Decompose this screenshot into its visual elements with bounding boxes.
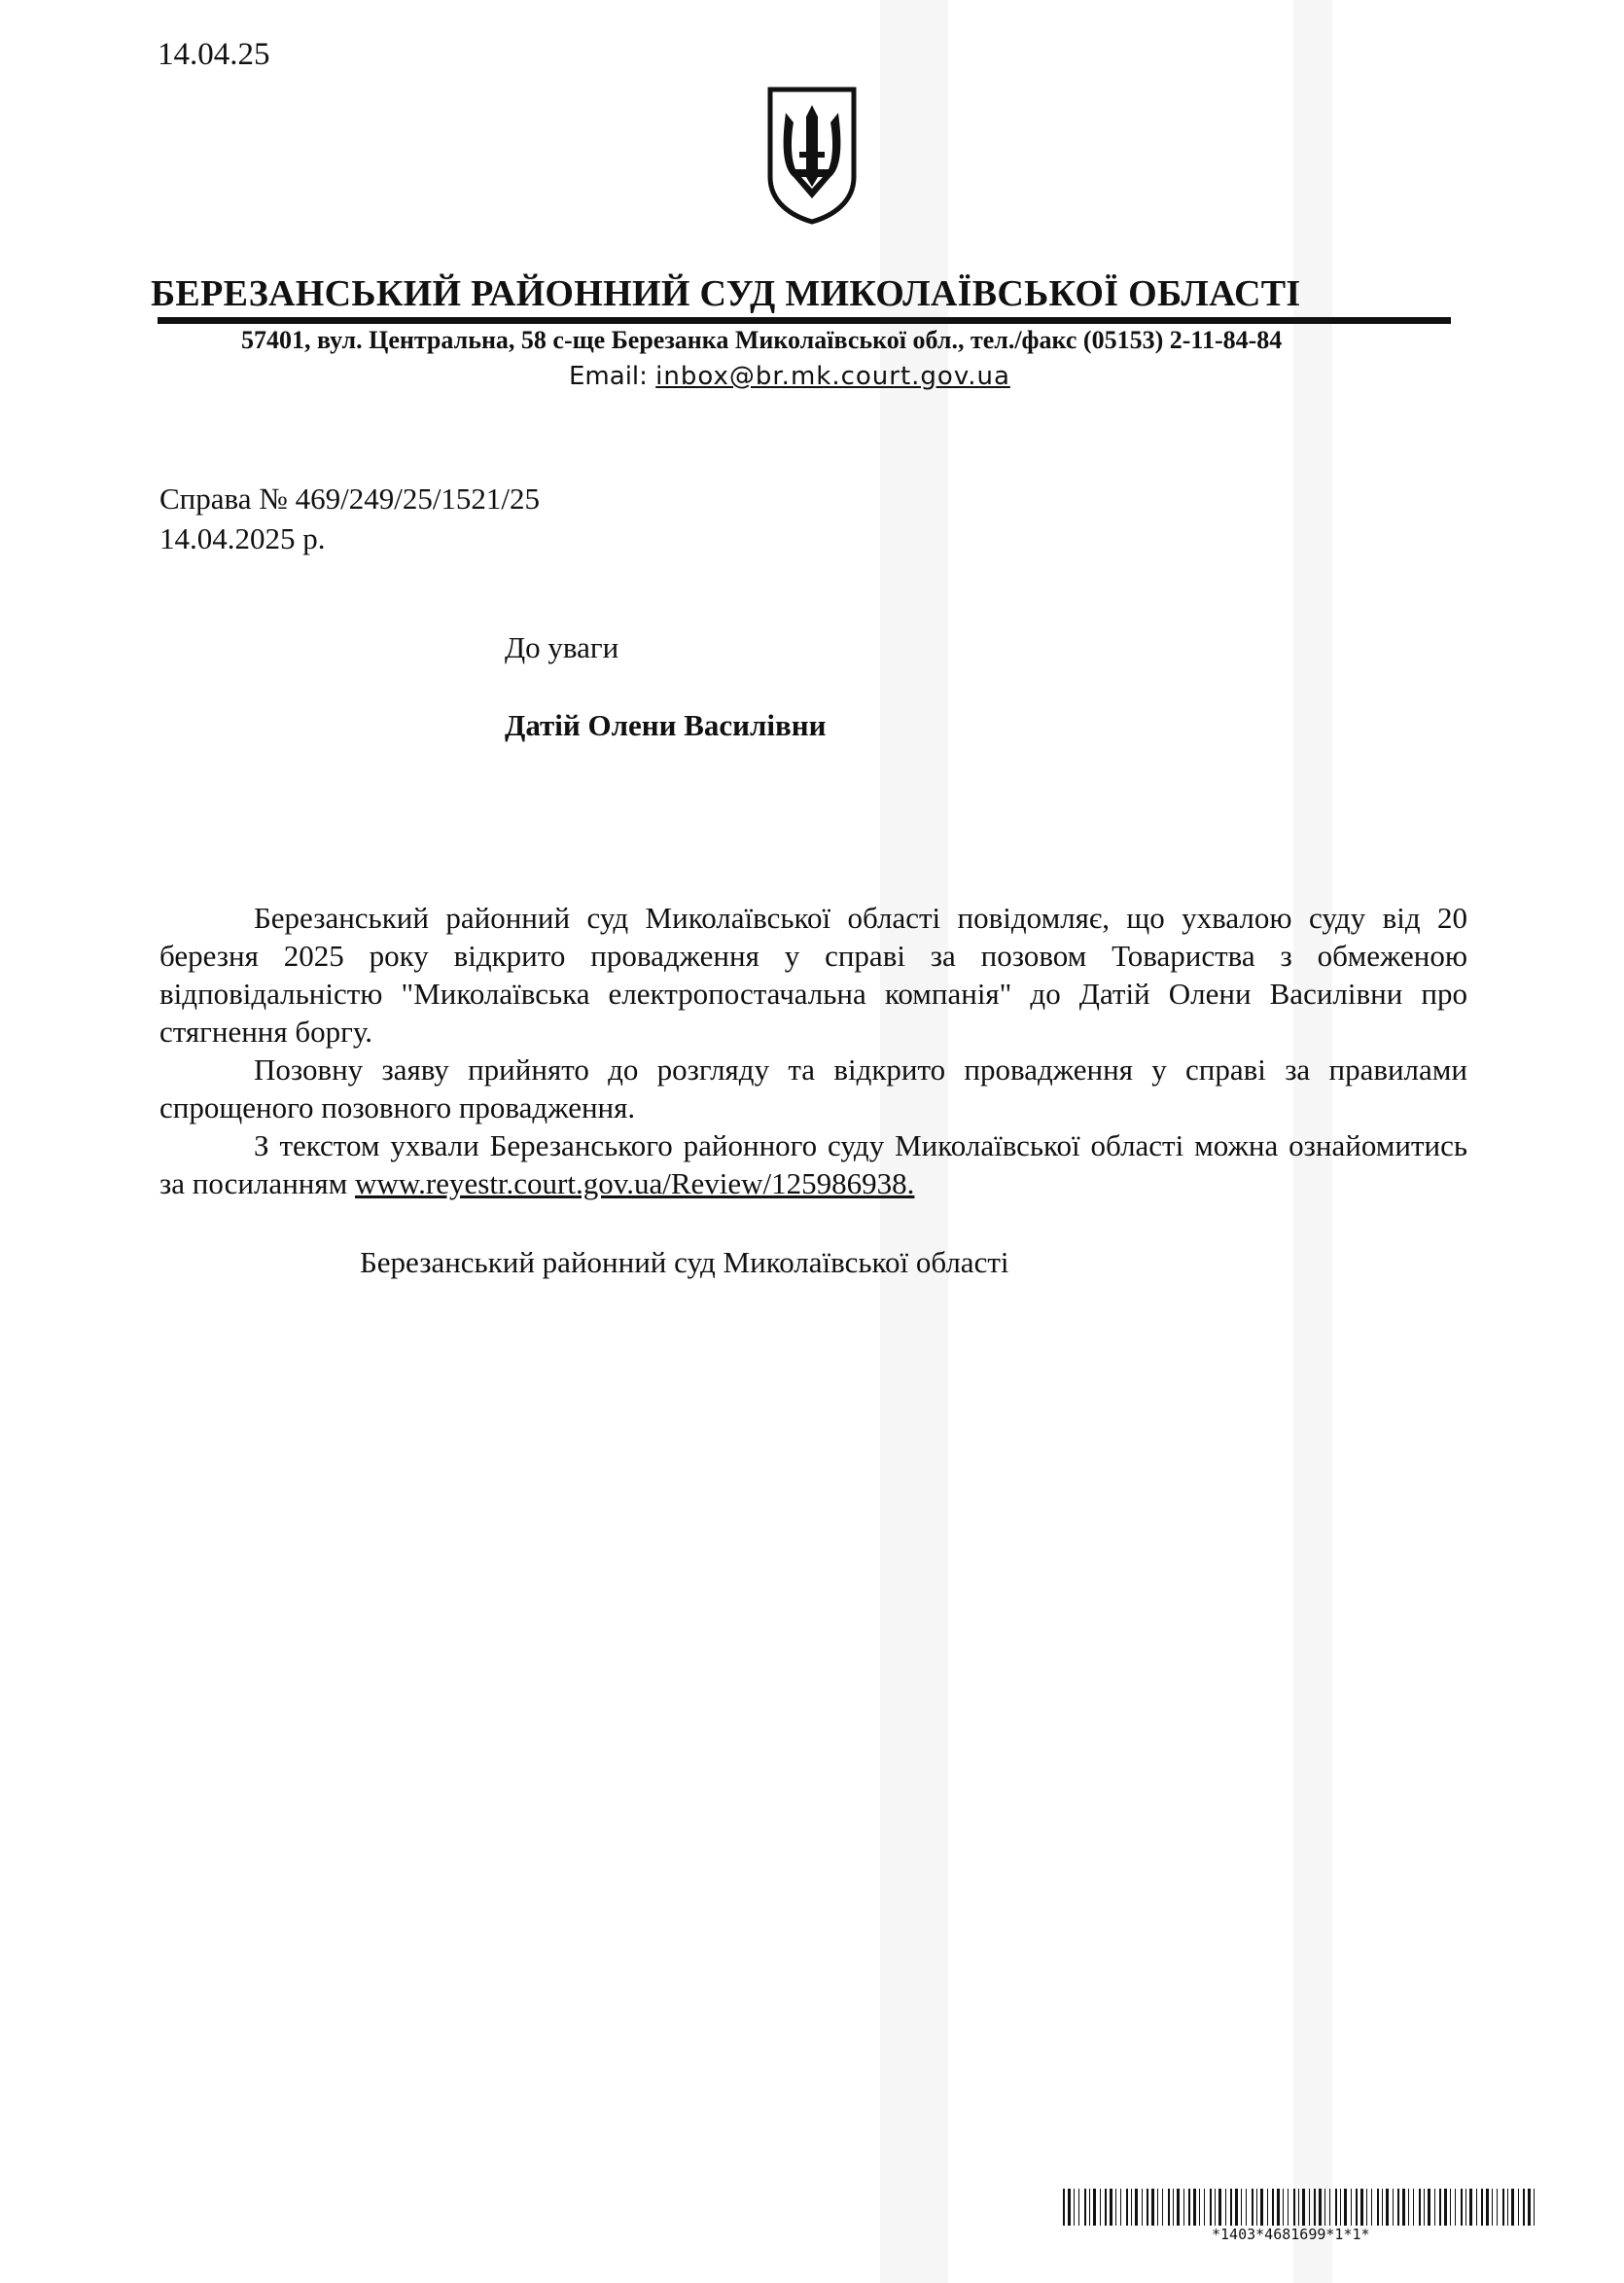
email-link[interactable]: inbox@br.mk.court.gov.ua [655, 362, 1010, 391]
case-date: 14.04.2025 р. [159, 521, 326, 555]
barcode [1063, 2189, 1539, 2226]
registry-link[interactable]: www.reyestr.court.gov.ua/Review/125986938. [355, 1166, 915, 1200]
body-paragraph [159, 1126, 1467, 1202]
body-text: З текстом ухвали Березанського районного суду Миколаївської області можна ознайомитись за посиланням [159, 1128, 1467, 1200]
letter-body [159, 899, 1467, 1202]
signature: Березанський районний суд Миколаївської області [360, 1245, 1009, 1279]
email-line [569, 362, 1010, 391]
case-number: Справа № 469/249/25/1521/25 [159, 482, 541, 516]
court-address: 57401, вул. Центральна, 58 с-ще Березанка Миколаївської обл., тел./факс (05153) 2-11-84-84 [241, 326, 1283, 354]
body-paragraph: Позовну заяву прийнято до розгляду та відкрито провадження у справі за правилами спрощеного позовного провадження. [159, 1052, 1467, 1124]
body-paragraph: Березанський районний суд Миколаївської області повідомляє, що ухвалою суду від 20 березня 2025 року відкрито провадження у справі за позовом Товариства з обмеженою відповідальністю "Миколаївська електропостачальна компанія" до Датій Олени Василівни про стягнення боргу. [159, 901, 1467, 1049]
recipient-name: Датій Олени Василівни [505, 708, 827, 742]
barcode-text: *1403*4681699*1*1* [1212, 2226, 1370, 2243]
court-title: БЕРЕЗАНСЬКИЙ РАЙОННИЙ СУД МИКОЛАЇВСЬКОЇ ОБЛАСТІ [151, 273, 1301, 314]
trident-coat-of-arms-icon [764, 84, 860, 226]
header-rule [158, 317, 1451, 324]
date-stamp: 14.04.25 [158, 37, 270, 72]
attention-label: До уваги [505, 630, 619, 664]
email-label: Email: [569, 362, 656, 391]
